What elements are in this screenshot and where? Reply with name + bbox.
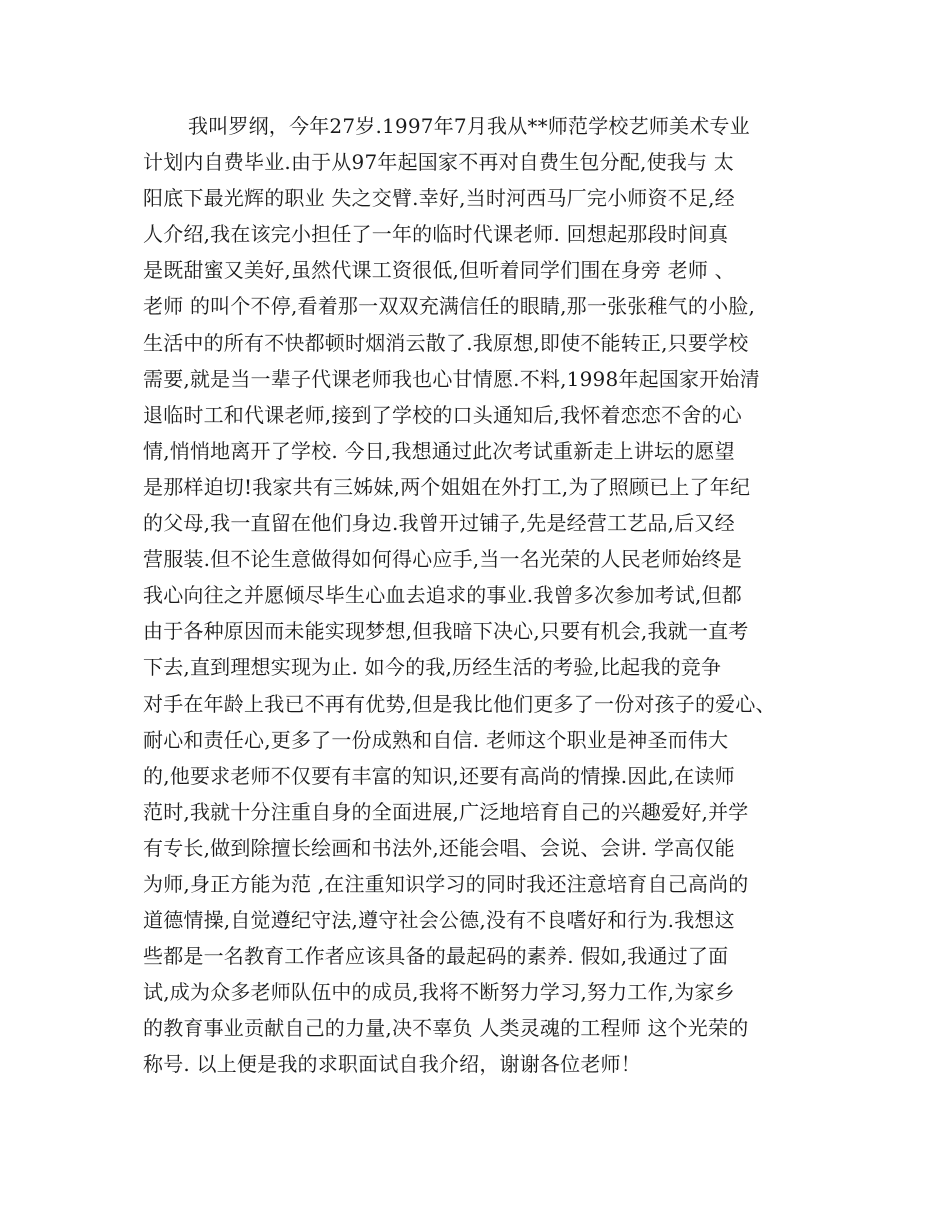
text-line: 老师 的叫个不停,看着那一双双充满信任的眼睛,那一张张稚气的小脸,	[143, 294, 756, 319]
text-line: 的,他要求老师不仅要有丰富的知识,还要有高尚的情操.因此,在读师	[143, 763, 735, 788]
text-line: 情,悄悄地离开了学校. 今日,我想通过此次考试重新走上讲坛的愿望	[143, 438, 735, 463]
text-line: 需要,就是当一辈子代课老师我也心甘情愿.不料,1998年起国家开始清	[143, 366, 760, 391]
text-line: 些都是一名教育工作者应该具备的最起码的素养. 假如,我通过了面	[143, 944, 729, 969]
text-line: 称号. 以上便是我的求职面试自我介绍，谢谢各位老师！	[143, 1052, 641, 1077]
text-line: 下去,直到理想实现为止. 如今的我,历经生活的考验,比起我的竞争	[143, 655, 722, 680]
text-line: 耐心和责任心,更多了一份成熟和自信. 老师这个职业是神圣而伟大	[143, 727, 729, 752]
text-line: 范时,我就十分注重自身的全面进展,广泛地培育自己的兴趣爱好,并学	[143, 799, 749, 824]
text-line: 我心向往之并愿倾尽毕生心血去追求的事业.我曾多次参加考试,但都	[143, 583, 742, 608]
text-line: 由于各种原因而未能实现梦想,但我暗下决心,只要有机会,我就一直考	[143, 619, 749, 644]
text-line: 有专长,做到除擅长绘画和书法外,还能会唱、会说、会讲. 学高仅能	[143, 835, 735, 860]
text-line: 是那样迫切!我家共有三姊妹,两个姐姐在外打工,为了照顾已上了年纪	[143, 474, 751, 499]
text-line: 生活中的所有不快都顿时烟消云散了.我原想,即使不能转正,只要学校	[143, 330, 749, 355]
text-line: 为师,身正方能为范 ,在注重知识学习的同时我还注意培育自己高尚的	[143, 871, 749, 896]
text-line: 计划内自费毕业.由于从97年起国家不再对自费生包分配,使我与 太	[143, 150, 734, 175]
text-line: 的教育事业贡献自己的力量,决不辜负 人类灵魂的工程师 这个光荣的	[143, 1016, 749, 1041]
text-line: 是既甜蜜又美好,虽然代课工资很低,但听着同学们围在身旁 老师 、	[143, 258, 735, 283]
text-line: 对手在年龄上我已不再有优势,但是我比他们更多了一份对孩子的爱心、	[143, 691, 776, 716]
text-line: 试,成为众多老师队伍中的成员,我将不断努力学习,努力工作,为家乡	[143, 980, 735, 1005]
text-line: 退临时工和代课老师,接到了学校的口头通知后,我怀着恋恋不舍的心	[143, 402, 742, 427]
body-paragraph	[143, 108, 823, 1083]
text-line: 人介绍,我在该完小担任了一年的临时代课老师. 回想起那段时间真	[143, 222, 729, 247]
text-line: 阳底下最光辉的职业 失之交臂.幸好,当时河西马厂完小师资不足,经	[143, 186, 735, 211]
text-line: 道德情操,自觉遵纪守法,遵守社会公德,没有不良嗜好和行为.我想这	[143, 908, 735, 933]
text-line: 营服装.但不论生意做得如何得心应手,当一名光荣的人民老师始终是	[143, 547, 742, 572]
text-line: 的父母,我一直留在他们身边.我曾开过铺子,先是经营工艺品,后又经	[143, 511, 735, 536]
text-line: 我叫罗纲，今年27岁.1997年7月我从**师范学校艺师美术专业	[188, 114, 750, 138]
